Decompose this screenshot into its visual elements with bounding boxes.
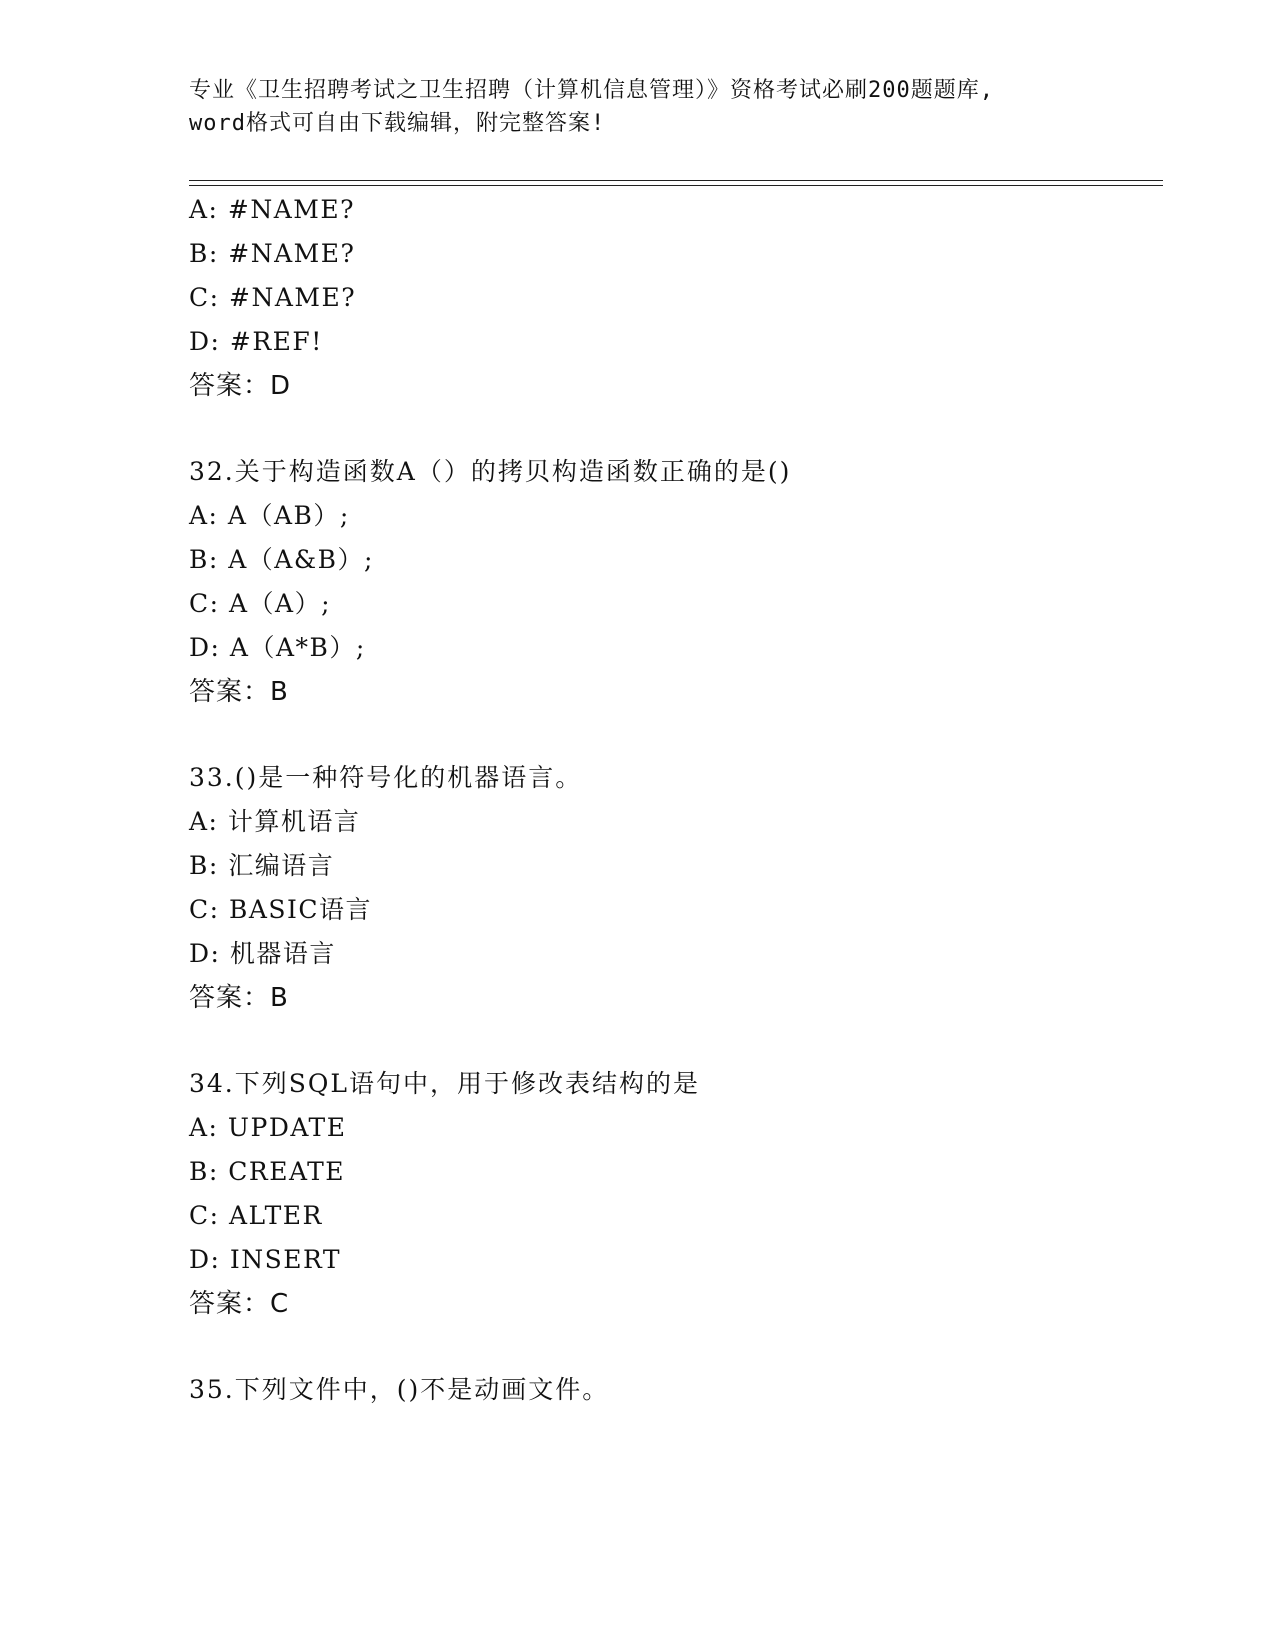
answer-line: 答案：B bbox=[189, 677, 289, 707]
option-c: C: A（A）; bbox=[189, 589, 332, 618]
option-b: B: #NAME? bbox=[189, 239, 356, 268]
option-b: B: 汇编语言 bbox=[189, 851, 335, 880]
answer-line: 答案：D bbox=[189, 371, 292, 401]
option-d: D: 机器语言 bbox=[189, 939, 336, 968]
answer-line: 答案：B bbox=[189, 983, 289, 1013]
option-c: C: BASIC语言 bbox=[189, 895, 373, 924]
option-c: C: ALTER bbox=[189, 1201, 323, 1230]
option-a: A: 计算机语言 bbox=[189, 807, 361, 836]
option-d: D: A（A*B）; bbox=[189, 633, 366, 662]
option-d: D: #REF! bbox=[189, 327, 323, 356]
answer-line: 答案：C bbox=[189, 1289, 290, 1319]
question-stem: 33.()是一种符号化的机器语言。 bbox=[189, 763, 583, 792]
option-a: A: A（AB）; bbox=[189, 501, 350, 530]
question-stem: 34.下列SQL语句中，用于修改表结构的是 bbox=[189, 1069, 700, 1098]
option-c: C: #NAME? bbox=[189, 283, 357, 312]
document-header bbox=[189, 74, 1089, 140]
option-b: B: A（A&B）; bbox=[189, 545, 374, 574]
header-divider-bottom bbox=[189, 185, 1163, 186]
option-a: A: UPDATE bbox=[189, 1113, 347, 1142]
option-a: A: #NAME? bbox=[189, 195, 356, 224]
header-divider-top bbox=[189, 180, 1163, 181]
question-stem: 35.下列文件中，()不是动画文件。 bbox=[189, 1375, 610, 1404]
header-title-line: 专业《卫生招聘考试之卫生招聘（计算机信息管理）》资格考试必刷200题题库, bbox=[189, 78, 994, 103]
header-subtitle-line: word格式可自由下载编辑，附完整答案! bbox=[189, 111, 606, 136]
option-b: B: CREATE bbox=[189, 1157, 346, 1186]
question-stem: 32.关于构造函数A（）的拷贝构造函数正确的是() bbox=[189, 457, 792, 486]
option-d: D: INSERT bbox=[189, 1245, 342, 1274]
